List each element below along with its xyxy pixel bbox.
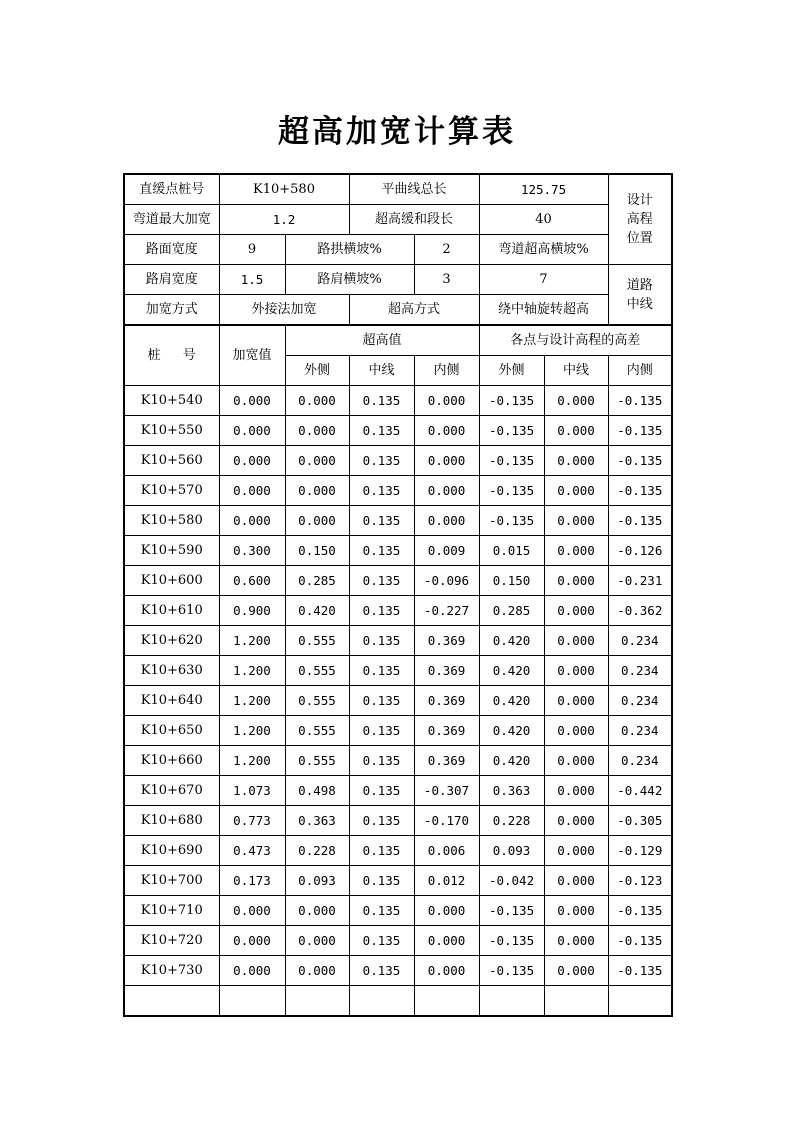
table-row — [124, 506, 672, 536]
value-cell: 0.000 — [414, 476, 479, 506]
value-cell: 0.009 — [414, 536, 479, 566]
value-cell: -0.135 — [479, 446, 544, 476]
value-cell: -0.135 — [479, 476, 544, 506]
value-cell: 0.000 — [544, 836, 608, 866]
station-cell: K10+680 — [124, 806, 219, 836]
value-cell: 0.000 — [414, 896, 479, 926]
value-cell: 0.000 — [414, 506, 479, 536]
value-cell: 0.000 — [219, 506, 285, 536]
value-cell: 0.135 — [349, 776, 414, 806]
value-cell: 0.000 — [219, 896, 285, 926]
value-cell: 0.420 — [285, 596, 349, 626]
value-cell: 0.135 — [349, 656, 414, 686]
station-cell: K10+720 — [124, 926, 219, 956]
value-cell: 0.135 — [349, 596, 414, 626]
table-row — [124, 656, 672, 686]
table-row — [124, 446, 672, 476]
table-row — [124, 836, 672, 866]
inner-header: 内侧 — [414, 356, 479, 386]
value-cell: 0.000 — [285, 446, 349, 476]
info-value: 125.75 — [479, 174, 608, 205]
value-cell: 0.135 — [349, 566, 414, 596]
empty-cell — [479, 986, 544, 1017]
value-cell: 0.000 — [219, 416, 285, 446]
info-value: 2 — [414, 235, 479, 265]
empty-cell — [219, 986, 285, 1017]
data-header — [124, 325, 672, 386]
value-cell: 0.000 — [219, 926, 285, 956]
value-cell: 0.000 — [544, 596, 608, 626]
value-cell: 0.369 — [414, 746, 479, 776]
value-cell: 0.000 — [544, 446, 608, 476]
station-cell: K10+630 — [124, 656, 219, 686]
info-label: 加宽方式 — [124, 295, 219, 326]
value-cell: 0.000 — [414, 416, 479, 446]
value-cell: 0.555 — [285, 686, 349, 716]
info-value: 7 — [479, 265, 608, 295]
value-cell: 0.369 — [414, 716, 479, 746]
value-cell: 0.369 — [414, 686, 479, 716]
superelevation-table — [123, 173, 673, 1017]
value-cell: 0.000 — [544, 506, 608, 536]
table-row — [124, 866, 672, 896]
value-cell: 0.135 — [349, 836, 414, 866]
outer-header: 外侧 — [479, 356, 544, 386]
table-row — [124, 806, 672, 836]
value-cell: 0.135 — [349, 716, 414, 746]
value-cell: 0.000 — [544, 866, 608, 896]
value-cell: 0.000 — [544, 896, 608, 926]
value-cell: 0.369 — [414, 626, 479, 656]
value-cell: 0.363 — [479, 776, 544, 806]
value-cell: 0.000 — [544, 686, 608, 716]
empty-cell — [285, 986, 349, 1017]
value-cell: 0.234 — [608, 716, 672, 746]
value-cell: 0.234 — [608, 746, 672, 776]
value-cell: -0.135 — [608, 506, 672, 536]
info-label: 超高缓和段长 — [349, 205, 479, 235]
value-cell: 0.093 — [479, 836, 544, 866]
table-row — [124, 386, 672, 416]
info-value: 1.5 — [219, 265, 285, 295]
info-value: 40 — [479, 205, 608, 235]
value-cell: 0.000 — [544, 926, 608, 956]
empty-cell — [349, 986, 414, 1017]
value-cell: 0.600 — [219, 566, 285, 596]
value-cell: 0.000 — [285, 956, 349, 986]
value-cell: 0.135 — [349, 866, 414, 896]
value-cell: -0.305 — [608, 806, 672, 836]
table-row — [124, 776, 672, 806]
value-cell: 0.000 — [544, 416, 608, 446]
value-cell: 1.200 — [219, 656, 285, 686]
value-cell: -0.135 — [479, 506, 544, 536]
value-cell: -0.307 — [414, 776, 479, 806]
info-value: 绕中轴旋转超高 — [479, 295, 608, 326]
station-cell: K10+590 — [124, 536, 219, 566]
empty-row — [124, 986, 672, 1017]
station-cell: K10+570 — [124, 476, 219, 506]
value-cell: 0.285 — [479, 596, 544, 626]
inner-header: 内侧 — [608, 356, 672, 386]
empty-cell — [608, 986, 672, 1017]
value-cell: 0.000 — [544, 776, 608, 806]
table-row — [124, 686, 672, 716]
center-header: 中线 — [349, 356, 414, 386]
info-label: 路拱横坡% — [285, 235, 414, 265]
value-cell: 0.420 — [479, 626, 544, 656]
value-cell: 0.093 — [285, 866, 349, 896]
station-cell: K10+550 — [124, 416, 219, 446]
table-row — [124, 596, 672, 626]
table-row — [124, 476, 672, 506]
table-row — [124, 416, 672, 446]
value-cell: -0.135 — [479, 926, 544, 956]
info-label: 直缓点桩号 — [124, 174, 219, 205]
value-cell: 0.300 — [219, 536, 285, 566]
empty-cell — [544, 986, 608, 1017]
value-cell: 0.135 — [349, 806, 414, 836]
value-cell: 0.363 — [285, 806, 349, 836]
info-label: 路面宽度 — [124, 235, 219, 265]
value-cell: 1.200 — [219, 626, 285, 656]
value-cell: 0.000 — [414, 956, 479, 986]
value-cell: 0.000 — [219, 956, 285, 986]
value-cell: 0.000 — [544, 956, 608, 986]
value-cell: -0.442 — [608, 776, 672, 806]
info-value: 1.2 — [219, 205, 349, 235]
value-cell: 0.000 — [544, 566, 608, 596]
value-cell: 0.000 — [219, 446, 285, 476]
station-cell: K10+540 — [124, 386, 219, 416]
value-cell: 0.135 — [349, 416, 414, 446]
table-row — [124, 926, 672, 956]
info-label: 路肩宽度 — [124, 265, 219, 295]
value-cell: 0.135 — [349, 446, 414, 476]
table-row — [124, 956, 672, 986]
info-value: K10+580 — [219, 174, 349, 205]
centerline-label: 道路 中线 — [608, 265, 672, 326]
value-cell: 0.000 — [414, 926, 479, 956]
station-header: 桩 号 — [124, 325, 219, 386]
value-cell: 0.000 — [219, 476, 285, 506]
value-cell: 0.000 — [544, 476, 608, 506]
value-cell: 0.135 — [349, 926, 414, 956]
value-cell: 0.228 — [285, 836, 349, 866]
value-cell: 1.200 — [219, 686, 285, 716]
value-cell: 0.135 — [349, 686, 414, 716]
info-label: 路肩横坡% — [285, 265, 414, 295]
value-cell: 0.555 — [285, 746, 349, 776]
value-cell: -0.227 — [414, 596, 479, 626]
value-cell: -0.096 — [414, 566, 479, 596]
value-cell: -0.123 — [608, 866, 672, 896]
data-body — [124, 386, 672, 1017]
value-cell: -0.135 — [608, 386, 672, 416]
value-cell: -0.135 — [479, 956, 544, 986]
value-cell: 0.228 — [479, 806, 544, 836]
value-cell: 0.173 — [219, 866, 285, 896]
value-cell: 0.555 — [285, 626, 349, 656]
info-value: 3 — [414, 265, 479, 295]
info-label: 平曲线总长 — [349, 174, 479, 205]
value-cell: 0.000 — [414, 446, 479, 476]
value-cell: 0.473 — [219, 836, 285, 866]
value-cell: 0.234 — [608, 626, 672, 656]
info-label: 弯道超高横坡% — [479, 235, 608, 265]
station-cell: K10+660 — [124, 746, 219, 776]
value-cell: 0.135 — [349, 626, 414, 656]
value-cell: 0.555 — [285, 716, 349, 746]
value-cell: -0.135 — [479, 386, 544, 416]
value-cell: -0.231 — [608, 566, 672, 596]
station-cell: K10+640 — [124, 686, 219, 716]
value-cell: 0.135 — [349, 386, 414, 416]
station-cell: K10+650 — [124, 716, 219, 746]
widen-header: 加宽值 — [219, 325, 285, 386]
value-cell: -0.135 — [608, 446, 672, 476]
value-cell: 1.073 — [219, 776, 285, 806]
outer-header: 外侧 — [285, 356, 349, 386]
station-cell: K10+620 — [124, 626, 219, 656]
station-cell: K10+580 — [124, 506, 219, 536]
value-cell: 0.000 — [544, 746, 608, 776]
value-cell: 0.150 — [479, 566, 544, 596]
value-cell: -0.129 — [608, 836, 672, 866]
value-cell: -0.135 — [608, 416, 672, 446]
table-row — [124, 566, 672, 596]
table-row — [124, 716, 672, 746]
empty-cell — [414, 986, 479, 1017]
value-cell: 0.012 — [414, 866, 479, 896]
table-row — [124, 626, 672, 656]
station-cell: K10+690 — [124, 836, 219, 866]
value-cell: 0.420 — [479, 656, 544, 686]
value-cell: 0.000 — [285, 896, 349, 926]
page-title: 超高加宽计算表 — [278, 114, 516, 150]
value-cell: -0.135 — [608, 476, 672, 506]
value-cell: 0.234 — [608, 686, 672, 716]
value-cell: 0.000 — [544, 716, 608, 746]
value-cell: 0.000 — [219, 386, 285, 416]
design-position-label: 设计 高程 位置 — [608, 174, 672, 265]
value-cell: 0.000 — [285, 386, 349, 416]
table-row — [124, 896, 672, 926]
value-cell: 0.000 — [544, 386, 608, 416]
value-cell: 0.773 — [219, 806, 285, 836]
station-cell: K10+710 — [124, 896, 219, 926]
value-cell: 0.150 — [285, 536, 349, 566]
value-cell: 0.285 — [285, 566, 349, 596]
value-cell: 0.006 — [414, 836, 479, 866]
value-cell: -0.135 — [608, 956, 672, 986]
value-cell: 1.200 — [219, 746, 285, 776]
value-cell: 0.000 — [285, 476, 349, 506]
value-cell: 0.000 — [544, 806, 608, 836]
info-label: 超高方式 — [349, 295, 479, 326]
value-cell: 0.369 — [414, 656, 479, 686]
value-cell: -0.135 — [608, 926, 672, 956]
station-cell: K10+670 — [124, 776, 219, 806]
value-cell: 0.000 — [544, 626, 608, 656]
empty-cell — [124, 986, 219, 1017]
info-label: 弯道最大加宽 — [124, 205, 219, 235]
value-cell: -0.126 — [608, 536, 672, 566]
info-value: 9 — [219, 235, 285, 265]
table-row — [124, 536, 672, 566]
value-cell: 0.135 — [349, 956, 414, 986]
station-cell: K10+730 — [124, 956, 219, 986]
info-section — [124, 174, 672, 325]
value-cell: 0.900 — [219, 596, 285, 626]
value-cell: 0.234 — [608, 656, 672, 686]
value-cell: 0.420 — [479, 716, 544, 746]
value-cell: -0.170 — [414, 806, 479, 836]
super-group-header: 超高值 — [285, 325, 479, 356]
value-cell: 0.135 — [349, 476, 414, 506]
center-header: 中线 — [544, 356, 608, 386]
station-cell: K10+600 — [124, 566, 219, 596]
diff-group-header: 各点与设计高程的高差 — [479, 325, 672, 356]
value-cell: 0.000 — [544, 536, 608, 566]
value-cell: 0.135 — [349, 746, 414, 776]
value-cell: 0.498 — [285, 776, 349, 806]
value-cell: 0.135 — [349, 506, 414, 536]
station-cell: K10+560 — [124, 446, 219, 476]
value-cell: -0.362 — [608, 596, 672, 626]
value-cell: 0.420 — [479, 686, 544, 716]
value-cell: 0.135 — [349, 536, 414, 566]
value-cell: -0.135 — [608, 896, 672, 926]
table-row — [124, 746, 672, 776]
info-value: 外接法加宽 — [219, 295, 349, 326]
value-cell: 1.200 — [219, 716, 285, 746]
station-cell: K10+700 — [124, 866, 219, 896]
value-cell: 0.000 — [285, 506, 349, 536]
value-cell: 0.015 — [479, 536, 544, 566]
station-cell: K10+610 — [124, 596, 219, 626]
value-cell: 0.555 — [285, 656, 349, 686]
value-cell: -0.135 — [479, 416, 544, 446]
value-cell: 0.420 — [479, 746, 544, 776]
value-cell: 0.000 — [544, 656, 608, 686]
value-cell: 0.000 — [414, 386, 479, 416]
value-cell: -0.135 — [479, 896, 544, 926]
value-cell: 0.000 — [285, 926, 349, 956]
value-cell: 0.135 — [349, 896, 414, 926]
value-cell: 0.000 — [285, 416, 349, 446]
value-cell: -0.042 — [479, 866, 544, 896]
